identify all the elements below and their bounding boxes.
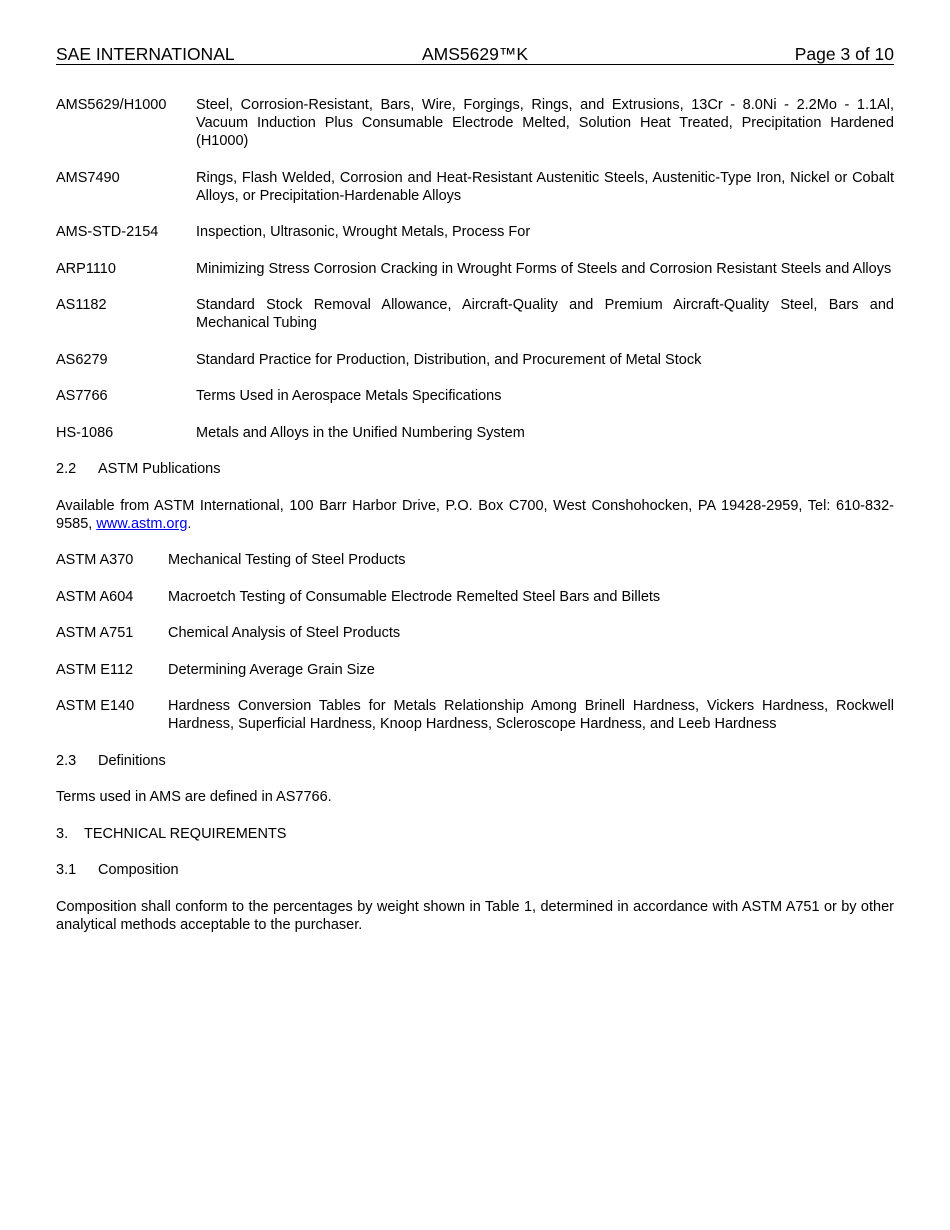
- reference-title: Determining Average Grain Size: [168, 661, 375, 678]
- reference-title: Chemical Analysis of Steel Products: [168, 625, 401, 641]
- reference-title: Terms Used in Aerospace Metals Specifications: [196, 388, 502, 404]
- header-page-number: Page 3 of 10: [794, 44, 894, 64]
- section-number: 2.2: [56, 461, 77, 477]
- reference-title: Minimizing Stress Corrosion Cracking in Wrought Forms of Steels and Corrosion Resistant Steels and Alloys: [196, 260, 892, 277]
- reference-code: ASTM A751: [56, 625, 134, 641]
- reference-code: ARP1110: [56, 260, 116, 277]
- definitions-paragraph: Terms used in AMS are defined in AS7766.: [56, 789, 332, 805]
- reference-title: Metals and Alloys in the Unified Numbering System: [196, 424, 525, 441]
- reference-title: Steel, Corrosion-Resistant, Bars, Wire, Forgings, Rings, and Extrusions, 13Cr - 8.0Ni - 2.2Mo - 1.1Al, Vacuum Induction Plus Consumable Electrode Melted, Solution Heat Treated, Precipitation Hardened (H1000): [196, 97, 894, 149]
- reference-item: [56, 624, 894, 642]
- reference-item: [56, 697, 894, 733]
- reference-code: HS-1086: [56, 424, 114, 441]
- reference-title: Hardness Conversion Tables for Metals Relationship Among Brinell Hardness, Vickers Hardness, Rockwell Hardness, Superficial Hardness, Knoop Hardness, Scleroscope Hardness, and Leeb Hardness: [168, 698, 894, 732]
- header-doc-number: AMS5629™K: [421, 44, 529, 64]
- reference-item: [56, 588, 894, 606]
- header-org: SAE INTERNATIONAL: [56, 44, 235, 64]
- reference-code: AS7766: [56, 388, 108, 404]
- reference-item: [56, 223, 894, 241]
- reference-title: Macroetch Testing of Consumable Electrode Remelted Steel Bars and Billets: [168, 588, 661, 605]
- reference-item: [56, 387, 894, 405]
- reference-code: AMS7490: [56, 169, 120, 186]
- reference-item: [56, 296, 894, 332]
- reference-code: ASTM E112: [56, 661, 134, 678]
- section-number: 3.: [56, 825, 69, 842]
- reference-title: Standard Stock Removal Allowance, Aircraft-Quality and Premium Aircraft-Quality Steel, Bars and Mechanical Tubing: [196, 297, 894, 331]
- reference-title: Rings, Flash Welded, Corrosion and Heat-Resistant Austenitic Steels, Austenitic-Type Iron, Nickel or Cobalt Alloys, or Precipitation-Hardenable Alloys: [196, 169, 894, 204]
- reference-code: ASTM A370: [56, 552, 134, 568]
- period: .: [187, 515, 192, 532]
- section-heading-2-3: [56, 752, 894, 770]
- astm-website-link[interactable]: www.astm.org: [96, 515, 188, 532]
- section-title: Composition: [98, 862, 179, 878]
- reference-code: ASTM E140: [56, 698, 135, 714]
- reference-item: [56, 351, 894, 369]
- page-header: [56, 44, 894, 65]
- reference-item: [56, 169, 894, 205]
- reference-code: ASTM A604: [56, 588, 134, 605]
- reference-item: [56, 260, 894, 278]
- reference-code: AS1182: [56, 297, 107, 313]
- reference-code: AS6279: [56, 351, 108, 368]
- reference-code: AMS5629/H1000: [56, 97, 167, 113]
- reference-item: [56, 661, 894, 679]
- composition-paragraph: Composition shall conform to the percentages by weight shown in Table 1, determined in accordance with ASTM A751 or by other analytical methods acceptable to the purchaser.: [56, 898, 894, 933]
- section-number: 3.1: [56, 862, 77, 878]
- reference-title: Mechanical Testing of Steel Products: [168, 552, 406, 568]
- astm-availability-paragraph: [56, 497, 894, 533]
- section-title: Definitions: [98, 752, 166, 769]
- section-title: TECHNICAL REQUIREMENTS: [84, 825, 287, 842]
- reference-title: Standard Practice for Production, Distribution, and Procurement of Metal Stock: [196, 351, 702, 368]
- section-title: ASTM Publications: [98, 461, 221, 477]
- section-heading-2-2: [56, 460, 894, 478]
- astm-availability-text: Available from ASTM International, 100 Barr Harbor Drive, P.O. Box C700, West Conshohocken, PA 19428-2959, Tel: 610-832-9585,: [56, 497, 894, 532]
- section-heading-3: [56, 825, 894, 843]
- section-heading-3-1: [56, 861, 894, 879]
- reference-title: Inspection, Ultrasonic, Wrought Metals, Process For: [196, 224, 531, 240]
- section-number: 2.3: [56, 752, 77, 769]
- reference-code: AMS-STD-2154: [56, 224, 159, 240]
- page-content: [56, 96, 894, 952]
- reference-item: [56, 551, 894, 569]
- reference-item: [56, 424, 894, 442]
- reference-item: [56, 96, 894, 150]
